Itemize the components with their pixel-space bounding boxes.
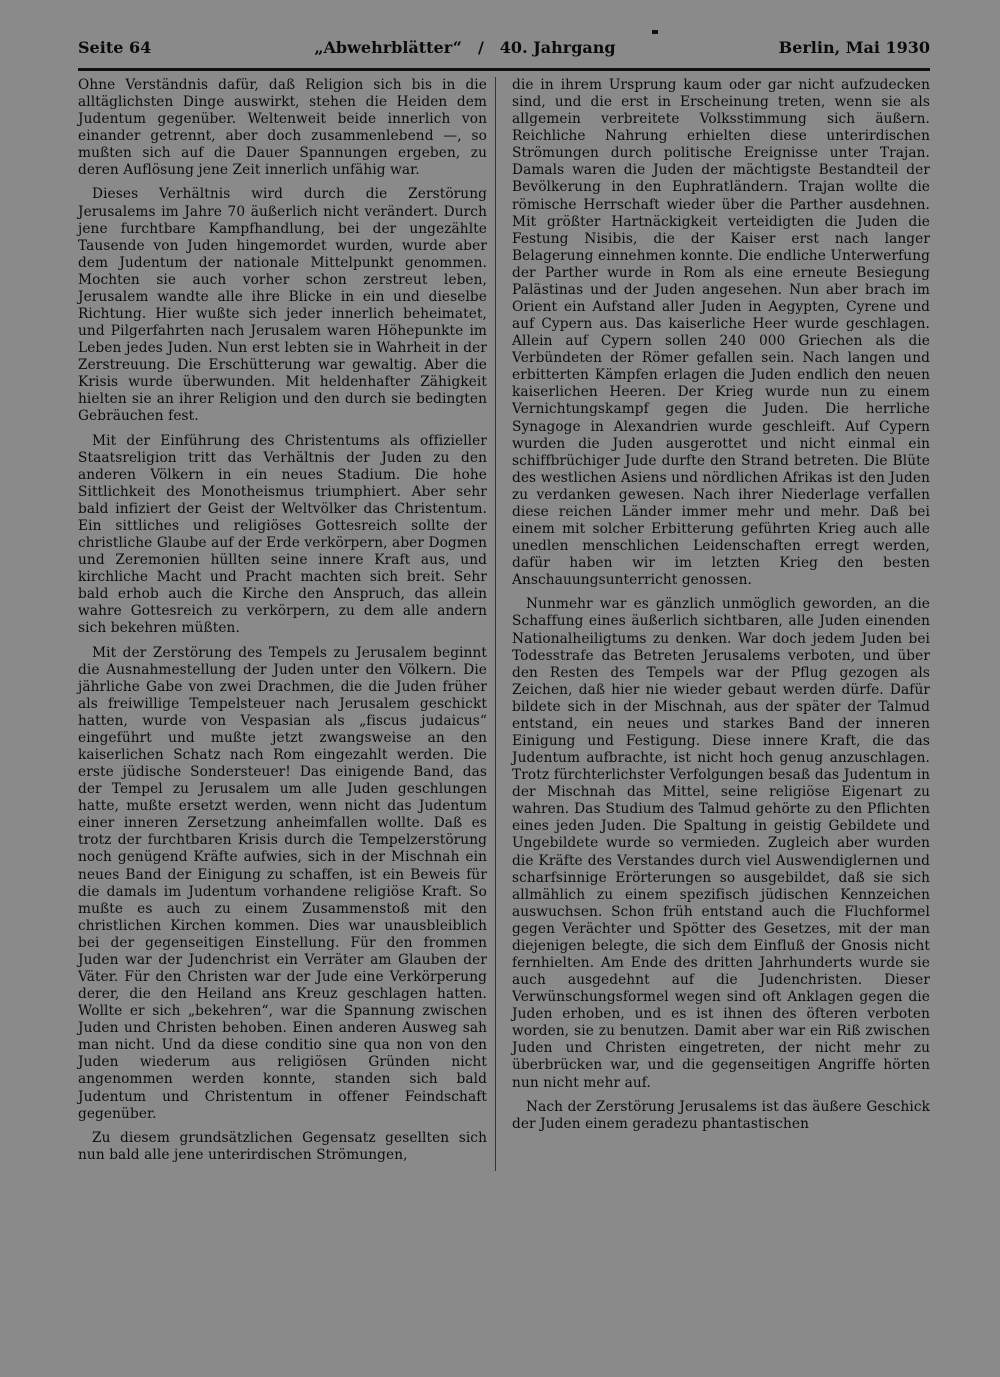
place-date: Berlin, Mai 1930 xyxy=(778,38,930,57)
paragraph: Mit der Zerstörung des Tempels zu Jerusalem beginnt die Ausnahmestellung der Juden unter den Völkern. Die jährliche Gabe von zwei Drachmen, die die Juden früher als freiwillige Tempelsteuer nach Jerusalem geschickt hatten, wurde von Vespasian als „fiscus judaicus“ eingeführt und mußte jetzt zwangsweise an den kaiserlichen Schatz nach Rom eingezahlt werden. Die erste jüdische Sondersteuer! Das einigende Band, das der Tempel zu Jerusalem um alle Juden geschlungen hatte, mußte ersetzt werden, wenn nicht das Judentum einer inneren Zersetzung anheimfallen wollte. Daß es trotz der furchtbaren Krisis durch die Tempelzerstörung noch genügend Kräfte aufwies, sich in der Mischnah ein neues Band der Einigung zu schaffen, ist ein Beweis für die damals im Judentum vorhandene religiöse Kraft. So mußte es auch zu einem Zusammenstoß mit den christlichen Kirchen kommen. Dies war unausbleiblich bei der gegenseitigen Einstellung. Für den frommen Juden war der Judenchrist ein Verräter am Glauben der Väter. Für den Christen war der Jude eine Verkörperung derer, die den Heiland ans Kreuz geschlagen hatten. Wollte er sich „bekehren“, war die Spannung zwischen Juden und Christen behoben. Einen anderen Ausweg sah man nicht. Und da diese conditio sine qua non von den Juden wiederum aus religiösen Gründen nicht angenommen werden konnte, standen sich bald Judentum und Christentum in offener Feindschaft gegenüber. xyxy=(78,644,487,1122)
paragraph: Zu diesem grundsätzlichen Gegensatz gesellten sich nun bald alle jene unterirdischen Strömungen, xyxy=(78,1129,487,1163)
print-mark xyxy=(652,30,658,34)
paragraph: Nunmehr war es gänzlich unmöglich geworden, an die Schaffung eines äußerlich sichtbaren, alle Juden einenden Nationalheiligtums zu denken. War doch jedem Juden bei Todesstrafe das Betreten Jerusalems verboten, und über den Resten des Tempels war der Pflug gezogen als Zeichen, daß hier nie wieder gebaut werden dürfe. Dafür bildete sich in der Mischnah, aus der später der Talmud entstand, ein neues und starkes Band der inneren Einigung und Festigung. Diese innere Kraft, die das Judentum aufbrachte, ist nicht hoch genug anzuschlagen. Trotz fürchterlichster Verfolgungen besaß das Judentum in der Mischnah das Mittel, seine religiöse Eigenart zu wahren. Das Studium des Talmud gehörte zu den Pflichten eines jeden Juden. Die Spaltung in geistig Gebildete und Ungebildete wurde so vermieden. Zugleich aber wurden die Kräfte des Verstandes durch viel Auswendiglernen und scharfsinnige Erörterungen so ausgebildet, daß sie sich allmählich zu einem spezifisch jüdischen Kennzeichen auswuchsen. Schon früh entstand auch die Fluchformel gegen Verächter und Spötter des Gesetzes, mit der man diejenigen belegte, die sich dem Einfluß der Gnosis nicht fernhielten. Am Ende des dritten Jahrhunderts wurde sie auch ausgedehnt auf die Judenchristen. Dieser Verwünschungsformel wegen sind oft Anklagen gegen die Juden erhoben, und es ist ihnen des öfteren verboten worden, sie zu benutzen. Damit aber war ein Riß zwischen Juden und Christen eingetreten, der nicht mehr zu überbrücken war, und die gegenseitigen Angriffe hörten nun nicht mehr auf. xyxy=(512,596,930,1091)
header-separator: / xyxy=(477,38,484,57)
journal-title: „Abwehrblätter“ xyxy=(314,38,462,57)
page-number: Seite 64 xyxy=(78,38,152,57)
header-center xyxy=(314,38,615,57)
paragraph: Nach der Zerstörung Jerusalems ist das äußere Geschick der Juden einem geradezu phantastischen xyxy=(512,1098,930,1132)
paragraph: die in ihrem Ursprung kaum oder gar nicht aufzudecken sind, und die erst in Erscheinung treten, wenn sie als allgemein verbreitete Volksstimmung sich äußern. Reichliche Nahrung erhielten diese unterirdischen Strömungen durch politische Ereignisse unter Trajan. Damals waren die Juden der mächtigste Bestandteil der Bevölkerung in den Euphratländern. Trajan wollte die römische Herrschaft wieder über die Parther ausdehnen. Mit größter Hartnäckigkeit verteidigten die Juden die Festung Nisibis, die der Kaiser erst nach langer Belagerung einnehmen konnte. Die endliche Unterwerfung der Parther wurde in Rom als eine erneute Besiegung Palästinas und der Juden angesehen. Nun aber brach im Orient ein Aufstand aller Juden in Aegypten, Cyrene und auf Cypern aus. Das kaiserliche Heer wurde geschlagen. Allein auf Cypern sollen 240 000 Griechen als die Verbündeten der Römer gefallen sein. Nach langen und erbitterten Kämpfen erlagen die Juden endlich den neuen kaiserlichen Heeren. Der Krieg wurde nun zu einem Vernichtungskampf gegen die Juden. Die herrliche Synagoge in Alexandrien wurde geschleift. Auf Cypern wurden die Juden ausgerottet und nicht einmal ein schiffbrüchiger Jude durfte den Strand betreten. Die Blüte des westlichen Asiens und nördlichen Afrikas ist den Juden zu verdanken gewesen. Nach ihrer Niederlage verfallen diese reichen Länder immer mehr und mehr. Daß bei einem mit solcher Erbitterung geführten Krieg auch alle unedlen menschlichen Leidenschaften erregt werden, dafür haben wir im letzten Krieg den besten Anschauungsunterricht genossen. xyxy=(512,77,930,589)
paragraph: Dieses Verhältnis wird durch die Zerstörung Jerusalems im Jahre 70 äußerlich nicht verändert. Durch jene furchtbare Kampfhandlung, bei der ungezählte Tausende von Juden hingemordet wurden, wurde aber dem Judentum der nationale Mittelpunkt genommen. Mochten sie auch vorher schon zerstreut leben, Jerusalem wandte alle ihre Blicke in ein und dieselbe Richtung. Hier wußte sich jeder innerlich beheimatet, und Pilgerfahrten nach Jerusalem waren Höhepunkte im Leben jedes Juden. Nun erst lebten sie in Wahrheit in der Zerstreuung. Die Erschütterung war gewaltig. Aber die Krisis wurde überwunden. Mit heldenhafter Zähigkeit hielten sie an ihrer Religion und den durch sie bedingten Gebräuchen fest. xyxy=(78,186,487,425)
page-header xyxy=(78,38,930,71)
right-column xyxy=(512,77,930,1171)
left-column xyxy=(78,77,496,1171)
volume: 40. Jahrgang xyxy=(499,38,616,57)
paragraph: Ohne Verständnis dafür, daß Religion sich bis in die alltäglichsten Dinge auswirkt, stehen die Heiden dem Judentum gegenüber. Weltenweit beide innerlich von einander getrennt, aber doch zusammenlebend —, so mußten sich auf die Dauer Spannungen ergeben, zu deren Auflösung jene Zeit innerlich unfähig war. xyxy=(78,77,487,179)
paragraph: Mit der Einführung des Christentums als offizieller Staatsreligion tritt das Verhältnis der Juden zu den anderen Völkern in ein neues Stadium. Die hohe Sittlichkeit des Monotheismus triumphiert. Aber sehr bald infiziert der Geist der Weltvölker das Christentum. Ein sittliches und religiöses Gottesreich sollte der christliche Glaube auf der Erde verkörpern, aber Dogmen und Zeremonien hüllten seine innere Kraft aus, und kirchliche Macht und Pracht machten sich breit. Sehr bald erhob auch die Kirche den Anspruch, das allein wahre Gottesreich zu verkörpern, zu dem alle andern sich bekehren müßten. xyxy=(78,432,487,637)
text-columns xyxy=(78,77,930,1171)
